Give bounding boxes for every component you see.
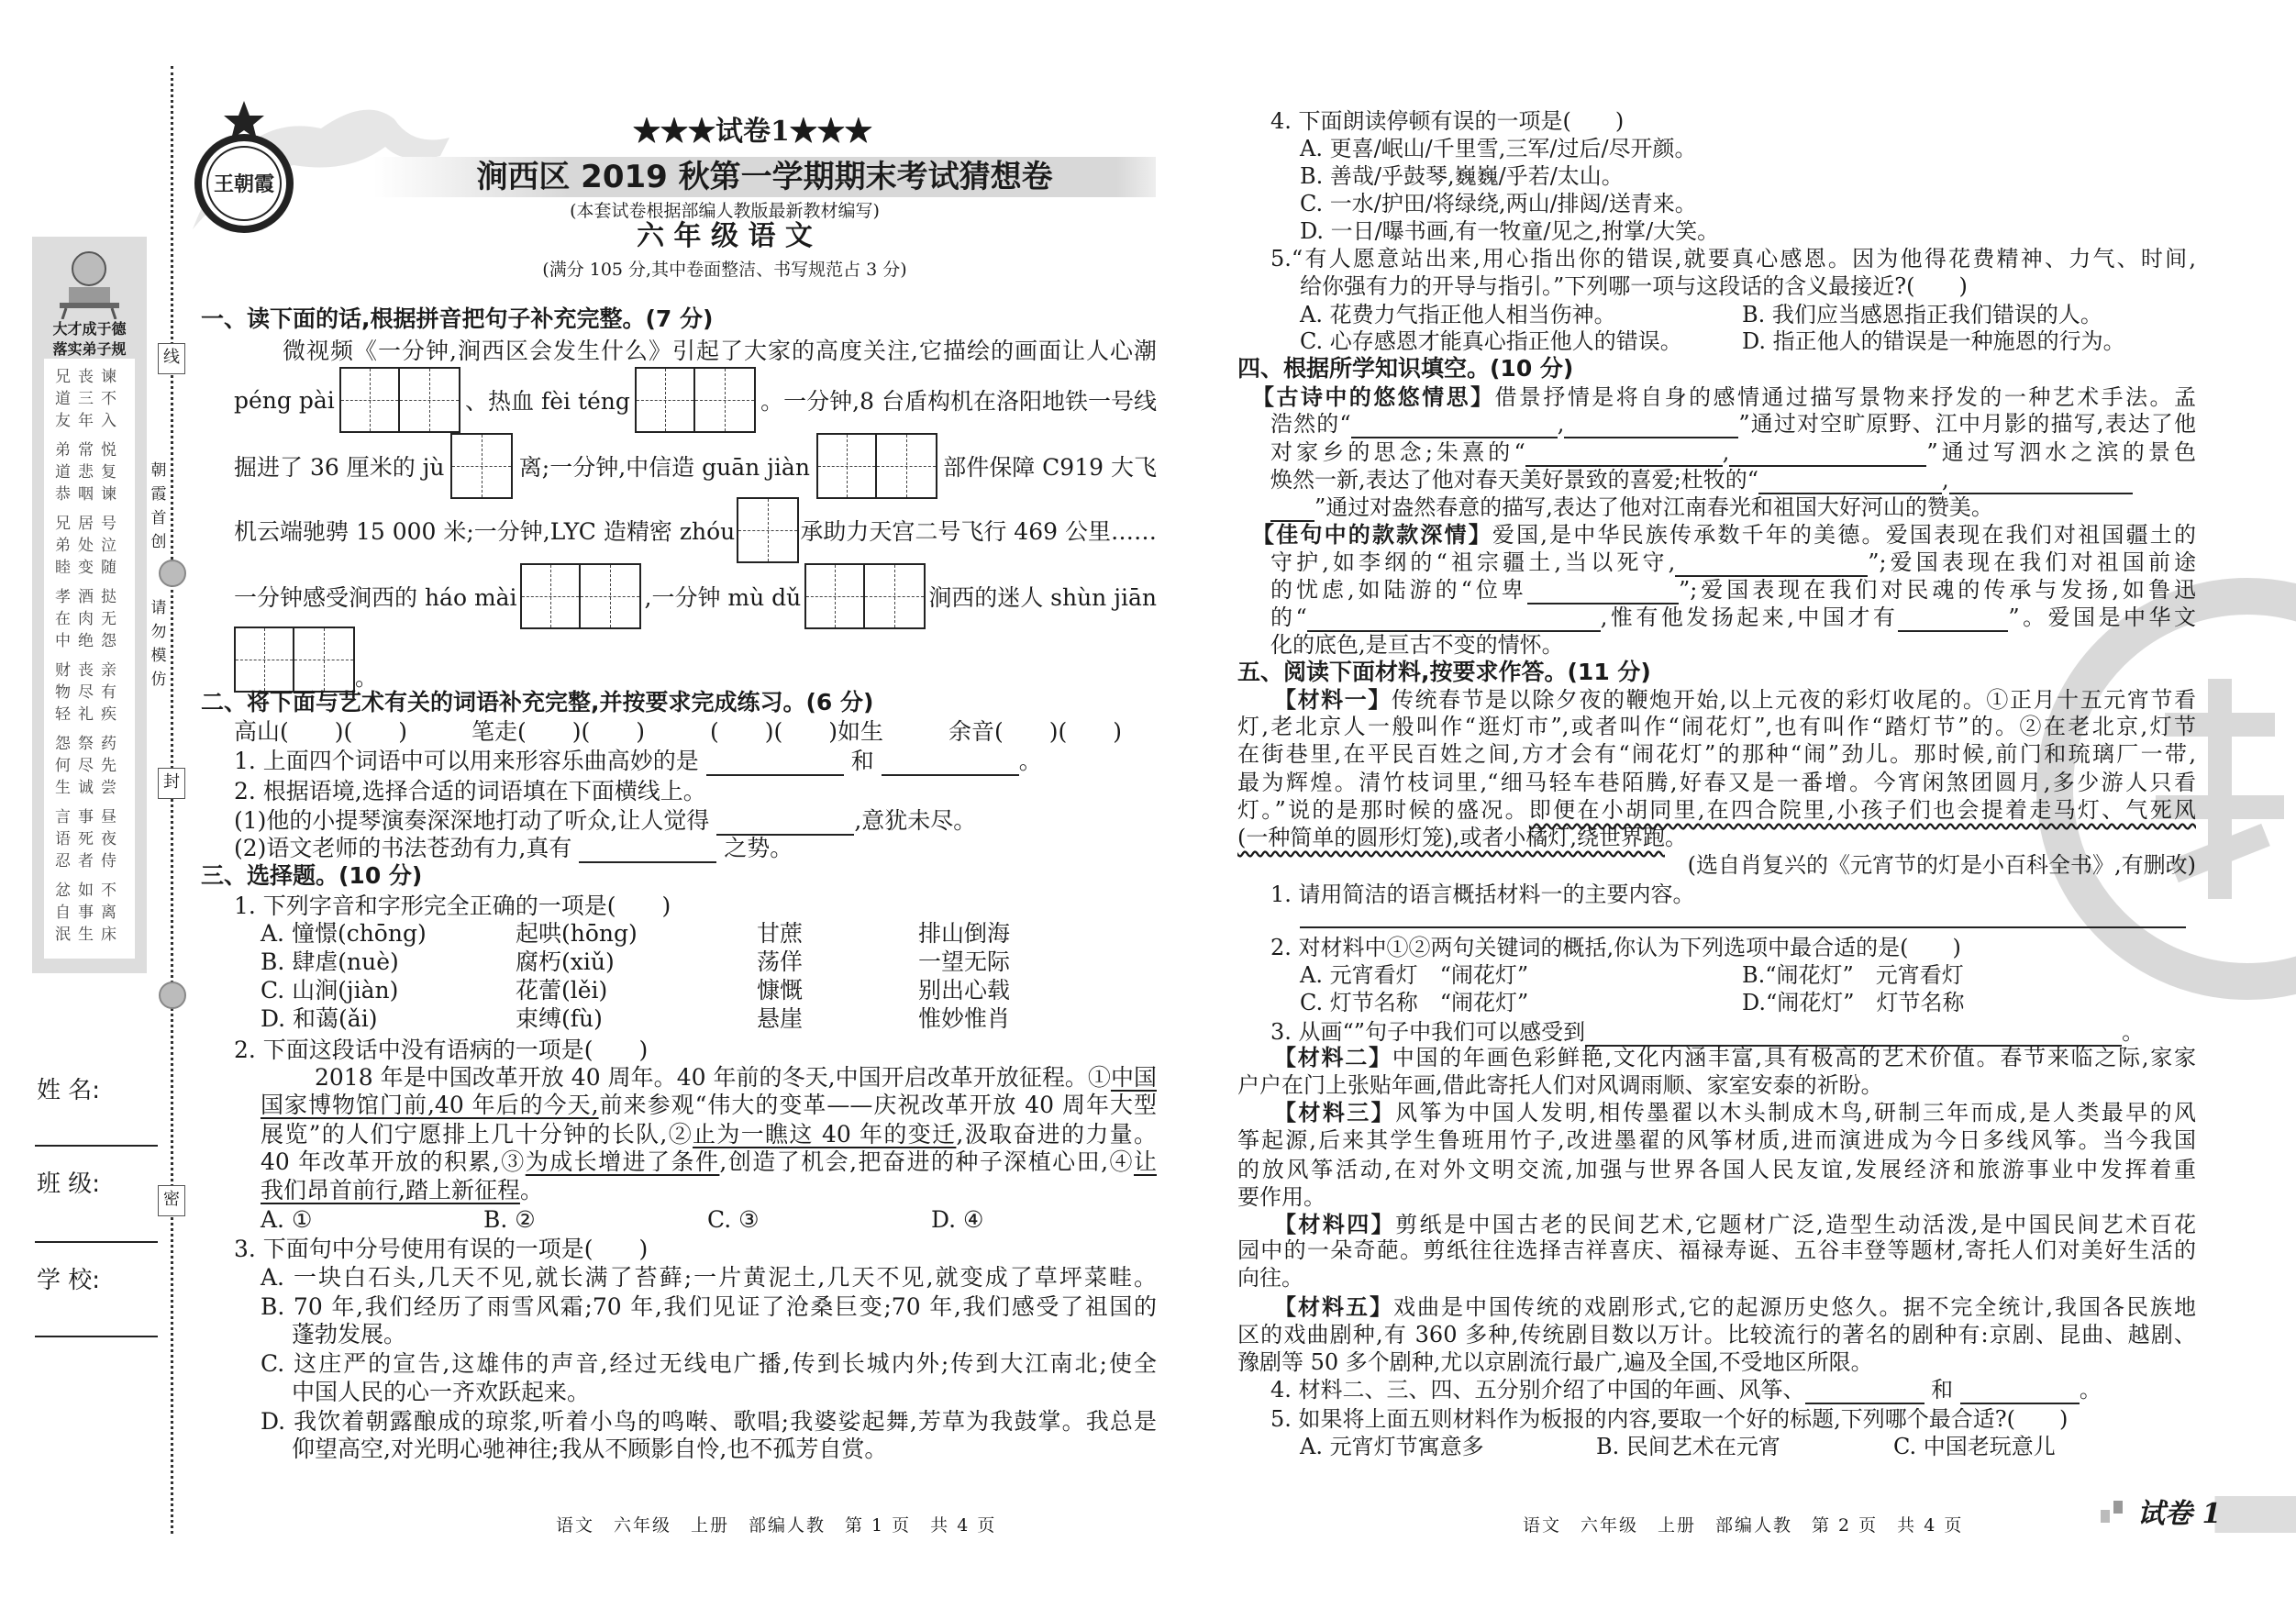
section-1-heading: 一、读下面的话,根据拼音把句子补充完整。(7 分) (201, 305, 714, 332)
option-c[interactable]: C. 心存感恩才能真心指正他人的错误。 (1300, 328, 1682, 354)
option-word: 起哄(hōng) (516, 920, 638, 947)
tianzige-answer-box[interactable] (635, 367, 756, 433)
sentence-text: 。 (355, 664, 379, 691)
idiom-blank[interactable]: 笔走( )( ) (471, 718, 646, 745)
verse-row: 兄丧谏 (55, 368, 124, 386)
material-title: 【材料四】 (1274, 1212, 1396, 1237)
underlined-text: 为成长增进了条件 (525, 1148, 720, 1175)
option-word: 腐朽(xiǔ) (516, 948, 615, 975)
tianzige-answer-box[interactable] (450, 433, 513, 499)
verse-row: 孝酒挞 (55, 588, 124, 606)
source-citation: (选自肖复兴的《元宵节的灯是小百科全书》,有删改) (1687, 852, 2196, 878)
verse-row: 道悲复 (55, 463, 124, 482)
sidebar-panel (32, 237, 147, 973)
option-c[interactable]: C. 山涧(jiàn) (261, 977, 399, 1004)
answer-blank[interactable] (716, 812, 854, 836)
publisher-logo (193, 99, 295, 237)
answer-blank[interactable] (1307, 608, 1601, 632)
verse-row: 兄居号 (55, 515, 124, 533)
q2-paragraph-line (261, 1120, 1157, 1149)
section-5-heading: 五、阅读下面材料,按要求作答。(11 分) (1237, 659, 1651, 685)
s3-q1: 1. 下列字音和字形完全正确的一项是( ) (234, 893, 671, 919)
text: 传统春节是以除夕夜的鞭炮开始,以上元夜的彩灯收尾的。①正月十五元宵节看 (1391, 687, 2196, 713)
option-word: 甘蔗 (757, 920, 804, 947)
underlined-text: 国家博物馆门前,40 年后的今天, (261, 1092, 599, 1118)
pinyin-text: péng pài (234, 386, 335, 414)
binding-line (171, 66, 173, 1534)
option-b[interactable]: B.“闹花灯” 元宵看灯 (1742, 962, 1964, 988)
option-c-cont: 中国人民的心一齐欢跃起来。 (292, 1379, 591, 1405)
text: 的忧虑,如陆游的“位卑 (1270, 577, 1527, 603)
answer-blank[interactable] (1270, 498, 1314, 522)
school-field[interactable] (35, 1336, 158, 1337)
wavy-underlined-text: 即便在小胡同里,在四合院里,小孩子们也会提着走马灯、气死风 (1528, 797, 2196, 823)
text: 借景抒情是将自身的感情通过描写景物来抒发的一种艺术手法。孟 (1494, 384, 2197, 410)
verse-group (48, 366, 131, 439)
text: ,惟有他发扬起来,中国才有 (1600, 604, 1899, 630)
option-d[interactable]: D. 我饮着朝露酿成的琼浆,听着小鸟的鸣啭、歌唱;我婆娑起舞,芳草为我鼓掌。我总是 (261, 1408, 1157, 1435)
underlined-text: 让 (1133, 1148, 1157, 1175)
text: 园中的一朵奇葩。剪纸往往选择吉祥喜庆、福禄寿诞、五谷丰登等题材,寄托人们对美好生活的 (1237, 1237, 2196, 1263)
text: ”通过对盎然春意的描写,表达了他对江南春光和祖国大好河山的赞美。 (1314, 494, 1993, 520)
s3-q3: 3. 下面句中分号使用有误的一项是( ) (234, 1236, 649, 1262)
answer-blank[interactable] (706, 752, 844, 776)
page-footer: 语文 六年级 上册 部编人教 第 2 页 共 4 页 (1523, 1515, 1964, 1536)
text: 的放风筝活动,在对外文明交流,加强与世界各国人民友谊,发展经济和旅游事业中发挥着重 (1237, 1157, 2196, 1182)
text: 展览”的人们宁愿排上几十分钟的长队,② (261, 1121, 693, 1148)
answer-blank[interactable] (1758, 471, 1942, 494)
answer-blank[interactable] (1960, 1381, 2080, 1404)
verse-row: 生诚尝 (55, 779, 124, 797)
verse-row: 在肉无 (55, 610, 124, 628)
text: ,创造了机会,把奋进的种子深植心田,④ (719, 1148, 1134, 1175)
pinyin-text: 离;一分钟,中信造 guān jiàn (518, 454, 810, 481)
text: 3. 从画“ (1270, 1019, 1354, 1045)
option-d[interactable]: D. 指正他人的错误是一种施恩的行为。 (1742, 328, 2125, 354)
answer-blank[interactable] (1805, 1381, 1924, 1404)
question-text: 1. 上面四个词语中可以用来形容乐曲高妙的是 (234, 748, 699, 774)
q2-paragraph-line (261, 1148, 1157, 1177)
answer-blank[interactable] (1564, 415, 1738, 438)
option-b[interactable]: B. 70 年,我们经历了雨雪风霜;70 年,我们见证了沧桑巨变;70 年,我们感受了祖国的 (261, 1293, 1157, 1320)
verse-row: 语死夜 (55, 830, 124, 848)
verse-group (48, 586, 131, 660)
material-title: 【材料二】 (1274, 1045, 1392, 1070)
text: 和 (1931, 1377, 1954, 1403)
sentence-text: 。一分钟,8 台盾构机在洛阳地铁一号线 (760, 388, 1157, 415)
option-a[interactable]: A. 元宵灯节寓意多 (1300, 1434, 1484, 1459)
tianzige-answer-box[interactable] (737, 497, 799, 563)
material-title: 【材料五】 (1274, 1294, 1393, 1320)
question-text: (2)语文老师的书法苍劲有力,真有 (234, 835, 572, 861)
q2-paragraph-line (261, 1176, 543, 1205)
underlined-text: 中国 (1110, 1064, 1157, 1091)
text: 剪纸是中国古老的民间艺术,它题材广泛,造型生动活泼,是中国民间艺术百花 (1395, 1212, 2197, 1237)
tianzige-answer-box[interactable] (804, 563, 926, 629)
motto-line: 大才成于德 (52, 320, 127, 338)
answer-blank[interactable] (1351, 415, 1558, 438)
school-label: 学 校: (37, 1267, 101, 1294)
verse-row: 轻礼疾 (55, 705, 124, 724)
text: ”通过对空旷原野、江中月影的描写,表达了他 (1738, 411, 2196, 437)
verse-row: 泯生床 (55, 926, 124, 944)
smiley-icon (159, 981, 186, 1009)
section-4-heading: 四、根据所学知识填空。(10 分) (1237, 355, 1574, 382)
verse-row: 财丧亲 (55, 661, 124, 680)
verse-group (48, 733, 131, 806)
q2-paragraph-line (315, 1063, 1157, 1092)
verse-row: 怨祭药 (55, 735, 124, 753)
verse-group (48, 513, 131, 586)
section-2-heading: 二、将下面与艺术有关的词语补充完整,并按要求完成练习。(6 分) (201, 689, 874, 715)
pinyin-text: 一分钟感受涧西的 háo mài (234, 584, 517, 611)
paper-badge: 试卷 1 (2137, 1498, 2222, 1530)
s2-q2-1 (234, 806, 976, 836)
option-d[interactable]: D.“闹花灯” 灯节名称 (1742, 990, 1965, 1015)
option-c[interactable]: C. 中国老玩意儿 (1893, 1434, 2056, 1459)
text: ”。爱国是中华文 (2008, 604, 2196, 630)
option-word: 别出心载 (918, 977, 1011, 1004)
text: 。 (1664, 825, 1687, 850)
option-a[interactable]: A. ① (261, 1206, 313, 1233)
verse-row: 自事离 (55, 904, 124, 922)
binding-mark-seal: 封 (158, 768, 185, 799)
binding-mark-secret: 密 (158, 1185, 185, 1216)
answer-blank[interactable] (1729, 443, 1926, 467)
grade-subject: 六 年 级 语 文 (637, 220, 813, 252)
answer-blank[interactable] (1525, 443, 1723, 467)
verse-row: 何尽先 (55, 757, 124, 775)
material-title: 【材料一】 (1274, 687, 1392, 713)
answer-blank[interactable] (1675, 553, 1868, 577)
s5-q2: 2. 对材料中①②两句关键词的概括,你认为下列选项中最合适的是( ) (1270, 935, 1961, 960)
text: ”通过写泗水之滨的景色 (1926, 439, 2196, 465)
verse-row: 物尽有 (55, 683, 124, 702)
verse-row: 睦变随 (55, 559, 124, 577)
text: 区的戏曲剧种,有 360 多种,传统剧目数以万计。比较流行的著名的剧种有:京剧、昆曲、越剧、 (1237, 1322, 2196, 1347)
text: 要作用。 (1237, 1184, 1325, 1210)
s1-row (234, 497, 1157, 563)
s5-q1: 1. 请用简洁的语言概括材料一的主要内容。 (1270, 882, 1695, 907)
text: 爱国,是中华民族传承数千年的美德。爱国表现在我们对祖国疆土的 (1492, 522, 2196, 548)
paper-series: ★★★试卷1★★★ (633, 116, 872, 148)
verse-row: 友年入 (55, 412, 124, 430)
binding-note-no-copy: 请勿模仿 (147, 596, 171, 692)
option-b[interactable]: B. ② (483, 1206, 536, 1233)
option-b[interactable]: B. 民间艺术在元宵 (1596, 1434, 1780, 1459)
option-word: 荡佯 (757, 948, 804, 975)
text: , (1941, 467, 1949, 493)
s2-q2-2 (234, 834, 793, 863)
option-b[interactable]: B. 肆虐(nuè) (261, 948, 399, 975)
s3-q5-cont: 给你强有力的开导与指引。”下列哪一项与这段话的含义最接近?( ) (1300, 273, 1968, 299)
answer-blank[interactable] (579, 839, 716, 863)
s2-q2: 2. 根据语境,选择合适的词语填在下面横线上。 (234, 778, 706, 804)
pinyin-text: 、热血 fèi téng (465, 388, 630, 415)
text: 灯。”说的是那时候的盛况。 (1237, 797, 1529, 823)
class-field[interactable] (35, 1241, 158, 1243)
text: 向往。 (1237, 1265, 1303, 1291)
text: 前来参观“伟大的变革——庆祝改革开放 40 周年大型 (598, 1092, 1157, 1118)
text: ”;爱国表现在我们对祖国前途 (1868, 549, 2196, 575)
option-d[interactable]: D. ④ (931, 1206, 984, 1233)
tianzige-answer-box[interactable] (520, 563, 641, 629)
binding-note-original: 朝霞首创 (147, 459, 171, 554)
student-cartoon-icon (55, 246, 124, 319)
verse-row: 恭咽谏 (55, 485, 124, 504)
page-title: 涧西区 2019 秋第一学期期末考试猜想卷 (476, 159, 1053, 195)
verse-row: 弟常悦 (55, 441, 124, 460)
verse-row: 忍者侍 (55, 852, 124, 871)
underlined-text: 我们昂首前行,踏上新征程 (261, 1177, 520, 1203)
topic-title: 【古诗中的悠悠情思】 (1252, 384, 1495, 410)
text: 最为辉煌。清竹枝词里,“细马轻车巷陌腾,好春又是一番增。今宵闲煞团圆月,多少游人只看 (1237, 770, 2196, 795)
text: ”句子中我们可以感受到 (1353, 1019, 1586, 1045)
pinyin-text: 掘进了 36 厘米的 jù (234, 454, 445, 481)
option-word: 慷慨 (757, 977, 804, 1004)
option-a[interactable]: A. 一块白石头,几天不见,就长满了苔藓;一片黄泥土,几天不见,就变成了草坪菜畦。 (261, 1264, 1157, 1291)
text: 筝起源,后来其学生鲁班用竹子,改进墨翟的风筝材质,进而演进成为今日多线风筝。当今我国 (1237, 1127, 2196, 1153)
option-word: 惟妙惟肖 (918, 1005, 1011, 1032)
text: 在街巷里,在平民百姓之间,方才会有“闹花灯”的那种“闹”劲儿。那时候,前门和琉璃厂一带, (1237, 741, 2196, 767)
verse-list (44, 359, 135, 959)
answer-blank[interactable] (882, 752, 1019, 776)
verse-row: 言事昼 (55, 808, 124, 826)
option-word: 束缚(fù) (516, 1005, 603, 1032)
text: 化的底色,是亘古不变的情怀。 (1270, 632, 1564, 658)
s3-q4: 4. 下面朗读停顿有误的一项是( ) (1270, 108, 1625, 134)
text: 户户在门上张贴年画,借此寄托人们对风调雨顺、家室安泰的祈盼。 (1237, 1072, 1883, 1098)
text: 的“ (1270, 604, 1307, 630)
text: 守护,如李纲的“祖宗疆土,当以死守, (1270, 549, 1676, 575)
text: 焕然一新,表达了他对春天美好景致的喜爱;杜牧的“ (1270, 467, 1758, 493)
name-label: 姓 名: (37, 1077, 101, 1104)
pinyin-text: 涧西的迷人 shùn jiān (928, 584, 1157, 611)
s1-row (234, 367, 1157, 433)
option-a[interactable]: A. 花费力气指正他人相当伤神。 (1300, 302, 1616, 327)
verse-row: 道三不 (55, 390, 124, 408)
answer-line[interactable] (1300, 926, 2186, 928)
question-text: ,意犹未尽。 (854, 807, 977, 834)
wavy-underlined-text: (一种简单的圆形灯笼),或者小橘灯,绕世界跑 (1237, 825, 1665, 850)
option-b[interactable]: B. 善哉/乎鼓琴,巍巍/乎若/太山。 (1300, 163, 1624, 189)
text: 。 (2079, 1377, 2102, 1403)
text: 对家乡的思念;朱熹的“ (1270, 439, 1525, 465)
class-label: 班 级: (37, 1170, 101, 1198)
option-a[interactable]: A. 憧憬(chōng) (261, 920, 427, 947)
section-3-heading: 三、选择题。(10 分) (201, 862, 423, 889)
text: 戏曲是中国传统的戏剧形式,它的起源历史悠久。据不完全统计,我国各民族地 (1392, 1294, 2196, 1320)
answer-blank[interactable] (1949, 471, 2133, 494)
smiley-icon (159, 560, 186, 587)
text: , (1557, 411, 1565, 437)
option-d[interactable]: D. 和蔼(ǎi) (261, 1005, 378, 1032)
option-d-cont: 仰望高空,对光明心驰神往;我从不顾影自怜,也不孤芳自赏。 (292, 1436, 888, 1462)
text: 。 (2122, 1019, 2145, 1045)
option-c[interactable]: C. 这庄严的宣告,这雄伟的声音,经过无线电广播,传到长城内外;传到大江南北;使全 (261, 1350, 1157, 1377)
text: 4. 材料二、三、四、五分别介绍了中国的年画、风筝、 (1270, 1377, 1805, 1403)
text: 浩然的“ (1270, 411, 1351, 437)
answer-blank[interactable] (1527, 581, 1679, 604)
idiom-blank[interactable]: 余音( )( ) (948, 718, 1123, 745)
tianzige-answer-box[interactable] (234, 627, 355, 693)
verse-group (48, 660, 131, 733)
material-title: 【材料三】 (1274, 1100, 1396, 1126)
text: 。 (519, 1177, 543, 1203)
option-c[interactable]: C. 一水/护田/将绿绕,两山/排闼/送青来。 (1300, 191, 1697, 216)
text: 2018 年是中国改革开放 40 周年。40 年前的冬天,中国开启改革开放征程。① (315, 1064, 1111, 1091)
verse-row: 弟处泣 (55, 537, 124, 555)
verse-row: 忿如不 (55, 882, 124, 900)
topic-title: 【佳句中的款款深情】 (1252, 522, 1492, 548)
s1-row (234, 563, 1157, 629)
svg-text:王朝霞: 王朝霞 (213, 172, 275, 196)
s3-q2: 2. 下面这段话中没有语病的一项是( ) (234, 1037, 649, 1063)
text: ,汲取奋进的力量。 (956, 1121, 1157, 1148)
s1-intro: 微视频《一分钟,涧西区会发生什么》引起了大家的高度关注,它描绘的画面让人心潮 (283, 338, 1157, 364)
subtitle: (本套试卷根据部编人教版最新教材编写) (570, 201, 880, 221)
text: 灯,老北京人一般叫作“逛灯市”,或者叫作“闹花灯”,也有叫作“踏灯节”的。②在老北京,灯节 (1237, 714, 2196, 739)
sentence-text: 部件保障 C919 大飞 (943, 454, 1157, 481)
verse-row: 中绝怨 (55, 632, 124, 650)
option-word: 花蕾(lěi) (516, 977, 608, 1004)
sentence-text: 承助力天宫二号飞行 469 公里…… (800, 518, 1157, 545)
q2-paragraph-line (261, 1091, 1157, 1120)
s1-row (234, 627, 1157, 693)
question-text: (1)他的小提琴演奏深深地打动了听众,让人觉得 (234, 807, 710, 834)
text: 风筝为中国人发明,相传墨翟以木头制成木鸟,研制三年而成,是人类最早的风 (1395, 1100, 2197, 1126)
option-word: 悬崖 (757, 1005, 804, 1032)
question-text: 。 (1018, 748, 1042, 774)
score-note: (满分 105 分,其中卷面整洁、书写规范占 3 分) (542, 260, 907, 280)
question-text: 之势。 (724, 835, 793, 861)
option-a[interactable]: A. 元宵看灯 “闹花灯” (1300, 962, 1529, 988)
idiom-blank[interactable]: ( )( )如生 (710, 718, 884, 745)
question-text: 和 (850, 748, 874, 774)
s1-row (234, 433, 1157, 499)
s3-q5: 5.“有人愿意站出来,用心指出你的错误,就要真心感恩。因为他得花费精神、力气、时间, (1270, 246, 2196, 272)
option-b[interactable]: B. 我们应当感恩指正我们错误的人。 (1742, 302, 2102, 327)
text: , (1722, 439, 1730, 465)
text: 中国的年画色彩鲜艳,文化内涵丰富,具有极高的艺术价值。春节来临之际,家家 (1392, 1045, 2196, 1070)
tianzige-answer-box[interactable] (816, 433, 937, 499)
verse-group (48, 806, 131, 880)
option-word: 一望无际 (918, 948, 1011, 975)
idiom-blank[interactable]: 高山( )( ) (234, 718, 408, 745)
pinyin-text: 机云端驰骋 15 000 米;一分钟,LYC 造精密 zhóu (234, 518, 736, 545)
pinyin-text: ,一分钟 mù dǔ (644, 584, 802, 611)
option-c[interactable]: C. 灯节名称 “闹花灯” (1300, 990, 1529, 1015)
option-c[interactable]: C. ③ (707, 1206, 760, 1233)
answer-blank[interactable] (1898, 608, 2008, 632)
option-a[interactable]: A. 更喜/岷山/千里雪,三军/过后/尽开颜。 (1300, 136, 1697, 161)
s2-q1 (234, 747, 1042, 776)
badge-decoration (2101, 1510, 2110, 1523)
option-d[interactable]: D. 一日/曝书画,有一牧童/见之,拊掌/大笑。 (1300, 218, 1720, 244)
badge-decoration (2113, 1501, 2123, 1514)
underlined-text: 止为一瞧这 40 年的变迁 (693, 1121, 957, 1148)
name-field[interactable] (35, 1145, 158, 1147)
text: 40 年改革开放的积累,③ (261, 1148, 526, 1175)
verse-group (48, 880, 131, 953)
binding-mark-line: 线 (158, 343, 185, 374)
verse-group (48, 439, 131, 513)
option-b-cont: 蓬勃发展。 (292, 1321, 407, 1347)
option-word: 排山倒海 (918, 920, 1011, 947)
text: ”;爱国表现在我们对民魂的传承与发扬,如鲁迅 (1678, 577, 2196, 603)
s5-q5: 5. 如果将上面五则材料作为板报的内容,要取一个好的标题,下列哪个最合适?( ) (1270, 1406, 2069, 1432)
page-footer: 语文 六年级 上册 部编人教 第 1 页 共 4 页 (556, 1515, 997, 1536)
tianzige-answer-box[interactable] (339, 367, 460, 433)
text: 豫剧等 50 多个剧种,尤以京剧流行最广,遍及全国,不受地区所限。 (1237, 1349, 1873, 1375)
motto-line: 落实弟子规 (52, 340, 127, 358)
